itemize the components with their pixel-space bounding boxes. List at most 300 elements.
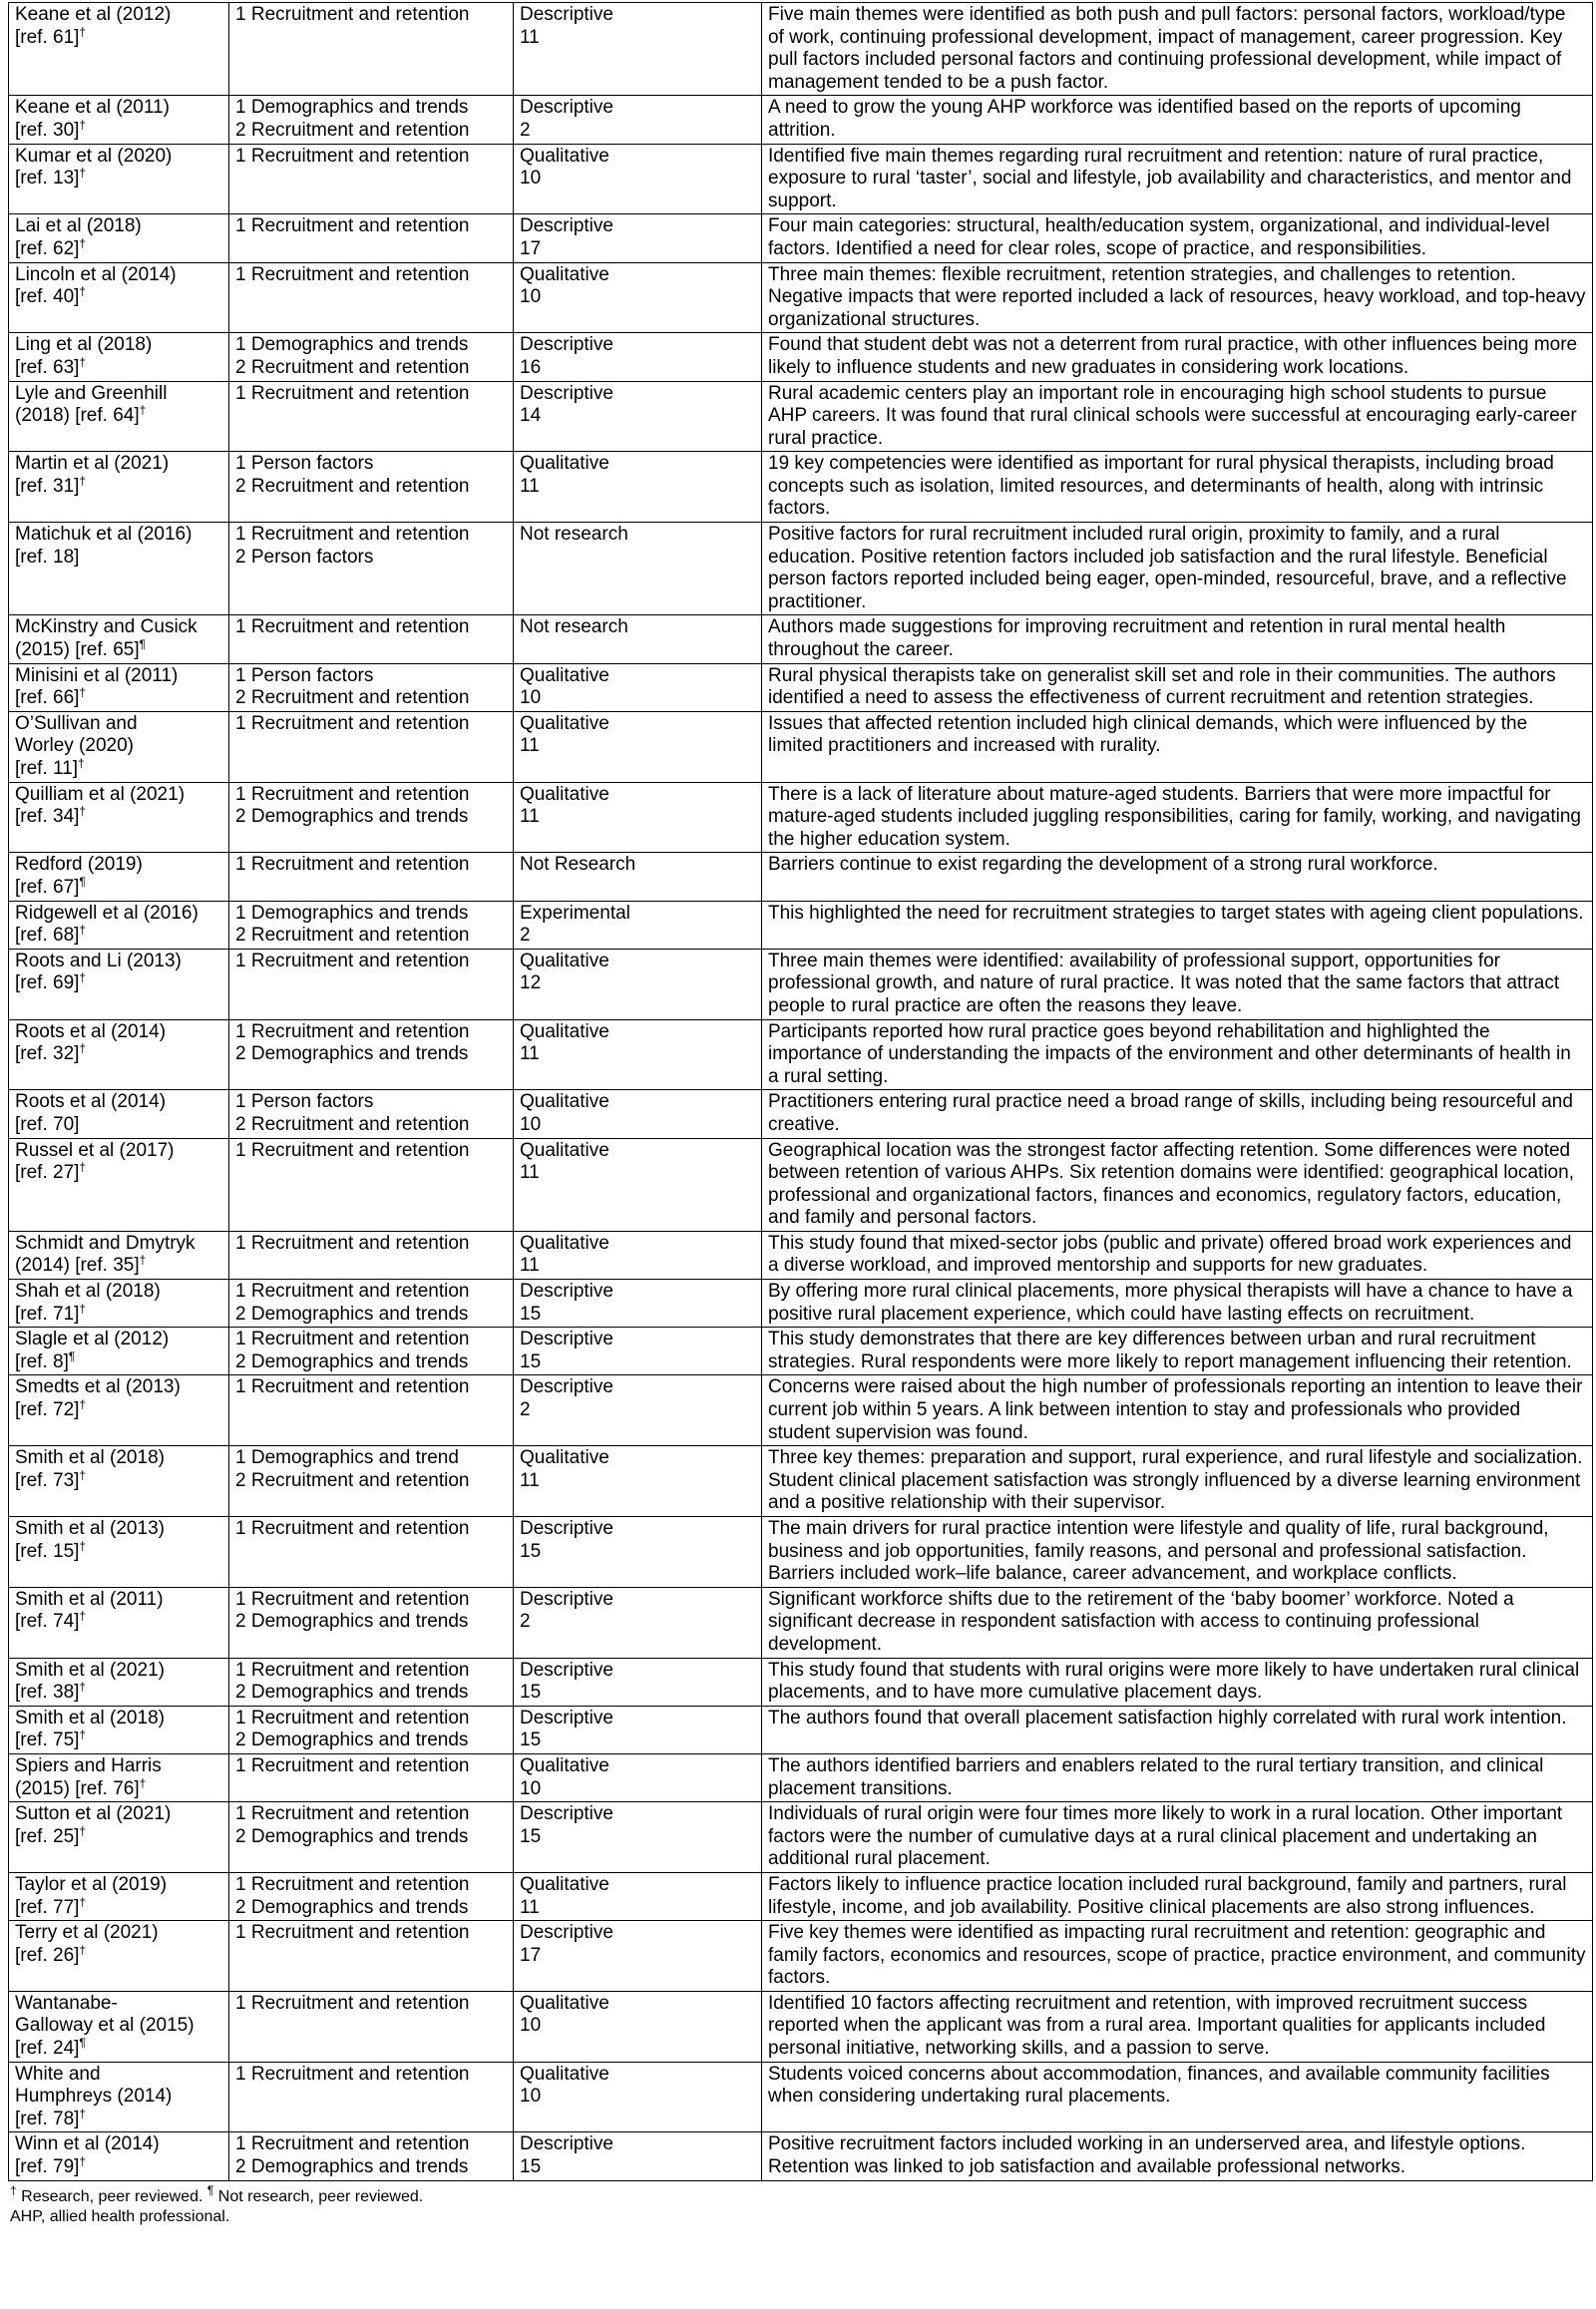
themes-cell <box>229 1328 514 1375</box>
review-status-mark: † <box>79 1538 87 1553</box>
study-citation-line: Keane et al (2011) <box>15 97 170 119</box>
study-citation-line: Worley (2020) <box>15 735 134 757</box>
study-citation-line: Smith et al (2011) <box>15 1588 164 1610</box>
study-citation-line: Roots and Li (2013) <box>15 950 182 971</box>
quality-score: 10 <box>520 286 542 308</box>
quality-score: 14 <box>520 405 542 427</box>
study-citation-line <box>15 1823 222 1849</box>
table-row <box>9 1019 1593 1090</box>
design-cell <box>514 711 762 782</box>
study-citation-line: [ref. 70] <box>15 1113 80 1135</box>
study-citation-line: Keane et al (2012) <box>15 4 172 25</box>
review-status-mark: † <box>79 1609 87 1624</box>
citation-text: [ref. 66] <box>15 687 80 709</box>
study-design: Descriptive <box>520 334 613 356</box>
study-cell <box>9 1280 229 1328</box>
citation-text: [ref. 40] <box>15 286 80 308</box>
findings-cell: This highlighted the need for recruitment strategies to target states with ageing client populations. <box>762 901 1593 949</box>
study-design: Descriptive <box>520 1281 613 1303</box>
design-cell <box>514 1658 762 1706</box>
study-citation-line: Matichuk et al (2016) <box>15 524 193 546</box>
review-status-mark: † <box>79 1728 87 1742</box>
findings-cell: Geographical location was the strongest factor affecting retention. Some differences were noted between retention of various AHPs. Six retention domains were identified: geographical location, professional and organizational factors, finances and economics, regulatory factors, education, and family and personal factors. <box>762 1138 1593 1231</box>
study-citation-line: Smith et al (2021) <box>15 1659 165 1681</box>
study-citation-line <box>15 2038 222 2061</box>
citation-text: [ref. 68] <box>15 925 80 947</box>
findings-cell: Students voiced concerns about accommodation, finances, and available community facilities when considering undertaking rural placements. <box>762 2062 1593 2132</box>
study-design: Qualitative <box>520 1232 609 1254</box>
theme-item: 1 Recruitment and retention <box>235 854 470 876</box>
study-citation-line: Minisini et al (2011) <box>15 664 179 686</box>
quality-score: 2 <box>520 1611 531 1633</box>
quality-score: 10 <box>520 2086 542 2108</box>
themes-cell <box>229 949 514 1019</box>
table-row <box>9 1921 1593 1992</box>
theme-item: 1 Recruitment and retention <box>235 1588 470 1610</box>
themes-cell <box>229 1921 514 1992</box>
study-design: Descriptive <box>520 382 613 404</box>
design-cell <box>514 214 762 262</box>
theme-item: 2 Demographics and trends <box>235 1043 469 1065</box>
study-design: Qualitative <box>520 783 609 805</box>
theme-item: 1 Recruitment and retention <box>235 1376 470 1398</box>
citation-text: [ref. 26] <box>15 1944 80 1966</box>
citation-text: [ref. 25] <box>15 1825 80 1847</box>
study-design: Qualitative <box>520 950 609 971</box>
study-citation-line <box>15 1255 222 1278</box>
study-citation-line: O’Sullivan and <box>15 712 138 734</box>
theme-item: 2 Demographics and trends <box>235 1682 469 1704</box>
review-status-mark: † <box>79 235 87 250</box>
review-status-mark: † <box>79 1823 87 1838</box>
review-status-mark: † <box>79 970 87 985</box>
citation-text: (2015) [ref. 65] <box>15 639 140 661</box>
study-citation-line <box>15 1043 222 1066</box>
citation-text: [ref. 8] <box>15 1350 69 1372</box>
table-row <box>9 2062 1593 2132</box>
quality-score: 15 <box>520 1350 542 1372</box>
theme-item: 1 Recruitment and retention <box>235 1707 470 1729</box>
themes-cell <box>229 214 514 262</box>
study-citation-line: Smith et al (2013) <box>15 1518 165 1539</box>
review-status-mark: † <box>79 2106 87 2120</box>
findings-cell: This study found that students with rural origins were more likely to have undertaken rural clinical placements, and to have more cumulative placement days. <box>762 1658 1593 1706</box>
theme-item: 2 Recruitment and retention <box>235 119 470 141</box>
design-cell <box>514 1231 762 1279</box>
study-design: Qualitative <box>520 1091 609 1113</box>
study-citation-line <box>15 972 222 995</box>
study-citation-line: Martin et al (2021) <box>15 453 170 475</box>
theme-item: 2 Demographics and trends <box>235 806 469 828</box>
table-row <box>9 663 1593 711</box>
table-row <box>9 615 1593 663</box>
findings-cell: Four main categories: structural, health/education system, organizational, and individual-level factors. Identified a need for clear roles, scope of practice, and responsibilities. <box>762 214 1593 262</box>
quality-score: 10 <box>520 1777 542 1799</box>
table-row <box>9 901 1593 949</box>
design-cell <box>514 1090 762 1138</box>
themes-cell <box>229 3 514 96</box>
study-citation-line: Lai et al (2018) <box>15 215 142 237</box>
study-citation-line: Spiers and Harris <box>15 1754 162 1776</box>
study-cell <box>9 1658 229 1706</box>
study-design: Qualitative <box>520 1020 609 1042</box>
review-status-mark: † <box>79 284 87 299</box>
study-cell <box>9 1706 229 1753</box>
study-design: Descriptive <box>520 1803 613 1825</box>
findings-cell: Practitioners entering rural practice need a broad range of skills, including being resourceful and creative. <box>762 1090 1593 1138</box>
theme-item: 1 Recruitment and retention <box>235 616 470 638</box>
study-design: Not research <box>520 524 628 546</box>
study-cell <box>9 523 229 615</box>
design-cell <box>514 1706 762 1753</box>
table-row <box>9 2132 1593 2180</box>
table-row <box>9 1446 1593 1517</box>
quality-score: 15 <box>520 1730 542 1751</box>
study-citation-line <box>15 2156 222 2179</box>
study-citation-line <box>15 639 222 662</box>
study-citation-line: Sutton et al (2021) <box>15 1803 172 1825</box>
findings-cell: A need to grow the young AHP workforce was identified based on the reports of upcoming attrition. <box>762 96 1593 144</box>
findings-cell: Authors made suggestions for improving recruitment and retention in rural mental health throughout the career. <box>762 615 1593 663</box>
design-cell <box>514 1921 762 1992</box>
theme-item: 2 Demographics and trends <box>235 1303 469 1325</box>
study-cell <box>9 1802 229 1873</box>
findings-cell: Barriers continue to exist regarding the development of a strong rural workforce. <box>762 853 1593 901</box>
table-row <box>9 1872 1593 1920</box>
citation-text: [ref. 69] <box>15 972 80 994</box>
review-status-mark: † <box>79 1301 87 1316</box>
findings-cell: Issues that affected retention included high clinical demands, which were influenced by the limited practitioners and increased with rurality. <box>762 711 1593 782</box>
table-row <box>9 1231 1593 1279</box>
themes-cell <box>229 523 514 615</box>
table-row <box>9 381 1593 452</box>
study-citation-line <box>15 874 222 900</box>
citation-text: [ref. 61] <box>15 26 80 48</box>
study-citation-line: Quilliam et al (2021) <box>15 783 186 805</box>
findings-cell: Identified five main themes regarding rural recruitment and retention: nature of rural practice, exposure to rural ‘taster’, social and lifestyle, job availability and characteristics, and mentor and support. <box>762 144 1593 214</box>
quality-score: 2 <box>520 1399 531 1421</box>
theme-item: 1 Recruitment and retention <box>235 1232 470 1254</box>
quality-score: 11 <box>520 1162 540 1184</box>
study-citation-line: Roots et al (2014) <box>15 1020 167 1042</box>
study-citation-line <box>15 1399 222 1422</box>
findings-cell: The authors found that overall placement satisfaction highly correlated with rural work intention. <box>762 1706 1593 1753</box>
quality-score: 16 <box>520 356 542 378</box>
study-citation-line <box>15 806 222 829</box>
theme-item: 2 Recruitment and retention <box>235 925 470 947</box>
quality-score: 11 <box>520 1255 540 1277</box>
review-status-mark: † <box>79 804 87 819</box>
quality-score: 11 <box>520 806 540 828</box>
review-status-mark: † <box>79 923 87 938</box>
study-citation-line: Humphreys (2014) <box>15 2086 173 2108</box>
table-row <box>9 96 1593 144</box>
study-design: Qualitative <box>520 1447 609 1469</box>
theme-item: 2 Recruitment and retention <box>235 475 470 497</box>
table-row <box>9 214 1593 262</box>
theme-item: 1 Person factors <box>235 1091 374 1113</box>
themes-cell <box>229 711 514 782</box>
study-design: Qualitative <box>520 712 609 734</box>
table-row <box>9 144 1593 214</box>
theme-item: 1 Recruitment and retention <box>235 1922 470 1944</box>
review-status-mark: † <box>139 403 147 418</box>
quality-score: 11 <box>520 735 540 757</box>
study-citation-line <box>15 1538 222 1564</box>
review-status-mark: † <box>78 756 85 770</box>
findings-cell: Three main themes: flexible recruitment, retention strategies, and challenges to retention. Negative impacts that were reported included a lack of resources, heavy workload, and top-heavy organizational structures. <box>762 262 1593 333</box>
study-citation-line: Galloway et al (2015) <box>15 2015 195 2037</box>
study-cell <box>9 711 229 782</box>
study-citation-line: Smith et al (2018) <box>15 1707 165 1729</box>
quality-score: 12 <box>520 972 542 994</box>
study-cell <box>9 615 229 663</box>
theme-item: 2 Recruitment and retention <box>235 1113 470 1135</box>
review-status-mark: † <box>79 1397 87 1412</box>
themes-cell <box>229 1138 514 1231</box>
themes-cell <box>229 452 514 523</box>
theme-item: 1 Recruitment and retention <box>235 1992 470 2014</box>
review-status-mark: † <box>79 1467 87 1482</box>
citation-text: [ref. 30] <box>15 119 80 141</box>
study-cell <box>9 3 229 96</box>
quality-score: 10 <box>520 687 542 709</box>
study-citation-line <box>15 925 222 948</box>
study-cell <box>9 901 229 949</box>
themes-cell <box>229 1446 514 1517</box>
design-cell <box>514 1019 762 1090</box>
theme-item: 1 Recruitment and retention <box>235 1329 470 1350</box>
footnote-research-text: Research, peer reviewed. <box>16 2187 207 2205</box>
theme-item: 1 Demographics and trend <box>235 1447 459 1469</box>
quality-score: 10 <box>520 2015 542 2037</box>
study-citation-line <box>15 473 222 499</box>
findings-cell: Factors likely to influence practice location included rural background, family and partners, rural lifestyle, income, and job availability. Positive clinical placements are also strong influences. <box>762 1872 1593 1920</box>
themes-cell <box>229 262 514 333</box>
review-status-mark: † <box>79 354 87 369</box>
design-cell <box>514 901 762 949</box>
table-row <box>9 3 1593 96</box>
study-design: Qualitative <box>520 1139 609 1161</box>
theme-item: 1 Recruitment and retention <box>235 1873 470 1895</box>
findings-cell: 19 key competencies were identified as important for rural physical therapists, including broad concepts such as isolation, limited resources, and determinants of health, along with intrinsic factors. <box>762 452 1593 523</box>
theme-item: 1 Demographics and trends <box>235 97 469 119</box>
themes-cell <box>229 1280 514 1328</box>
study-design: Qualitative <box>520 1992 609 2014</box>
study-design: Descriptive <box>520 4 613 25</box>
quality-score: 10 <box>520 168 542 190</box>
quality-score: 2 <box>520 925 531 947</box>
design-cell <box>514 615 762 663</box>
findings-cell: The main drivers for rural practice intention were lifestyle and quality of life, rural background, business and job opportunities, family reasons, and personal and professional satisfaction. Barriers included work–life balance, career advancement, and workplace conflicts. <box>762 1517 1593 1588</box>
themes-cell <box>229 663 514 711</box>
design-cell <box>514 1446 762 1517</box>
table-row <box>9 711 1593 782</box>
study-citation-line <box>15 758 222 781</box>
design-cell <box>514 782 762 853</box>
findings-cell: This study found that mixed-sector jobs (public and private) offered broad work experiences and a diverse workload, and improved mentorship and supports for new graduates. <box>762 1231 1593 1279</box>
table-body <box>9 3 1593 2181</box>
theme-item: 1 Recruitment and retention <box>235 2133 470 2155</box>
table-row <box>9 782 1593 853</box>
themes-cell <box>229 782 514 853</box>
citation-text: [ref. 67] <box>15 876 80 898</box>
study-cell <box>9 949 229 1019</box>
citation-text: [ref. 27] <box>15 1162 80 1184</box>
themes-cell <box>229 1375 514 1446</box>
study-design: Experimental <box>520 902 630 924</box>
themes-cell <box>229 853 514 901</box>
themes-cell <box>229 615 514 663</box>
study-citation-line: [ref. 18] <box>15 546 80 568</box>
study-cell <box>9 1872 229 1920</box>
study-design: Qualitative <box>520 453 609 475</box>
findings-cell: Three key themes: preparation and support, rural experience, and rural lifestyle and socialization. Student clinical placement satisfaction was strongly influenced by a diverse learning environment and a positive relationship with their supervisor. <box>762 1446 1593 1517</box>
citation-text: [ref. 71] <box>15 1303 80 1325</box>
citation-text: [ref. 34] <box>15 806 80 828</box>
quality-score: 15 <box>520 1303 542 1325</box>
study-design: Descriptive <box>520 1922 613 1944</box>
theme-item: 1 Recruitment and retention <box>235 1281 470 1303</box>
table-row <box>9 1375 1593 1446</box>
review-status-mark: † <box>79 1942 87 1957</box>
theme-item: 2 Recruitment and retention <box>235 1469 470 1491</box>
study-cell <box>9 1375 229 1446</box>
findings-cell: Five key themes were identified as impacting rural recruitment and retention: geographic and family factors, economics and resources, scope of practice, practice environment, and community factors. <box>762 1921 1593 1992</box>
design-cell <box>514 333 762 381</box>
design-cell <box>514 663 762 711</box>
review-status-mark: † <box>79 166 87 181</box>
study-citation-line: Russel et al (2017) <box>15 1139 175 1161</box>
study-citation-line: Redford (2019) <box>15 854 143 876</box>
study-citation-line <box>15 235 222 261</box>
findings-cell: Found that student debt was not a deterrent from rural practice, with other influences being more likely to influence students and new graduates in considering work locations. <box>762 333 1593 381</box>
literature-table <box>8 2 1593 2181</box>
quality-score: 11 <box>520 475 540 497</box>
citation-text: [ref. 78] <box>15 2108 80 2129</box>
study-cell <box>9 1328 229 1375</box>
theme-item: 1 Recruitment and retention <box>235 1020 470 1042</box>
design-cell <box>514 1802 762 1873</box>
table-row <box>9 1587 1593 1658</box>
findings-cell: The authors identified barriers and enablers related to the rural tertiary transition, and clinical placement transitions. <box>762 1753 1593 1801</box>
table-row <box>9 1090 1593 1138</box>
document-page <box>8 2 1588 2227</box>
table-row <box>9 1658 1593 1706</box>
design-cell <box>514 523 762 615</box>
review-status-mark: † <box>139 1253 147 1268</box>
study-design: Qualitative <box>520 1754 609 1776</box>
citation-text: [ref. 74] <box>15 1611 80 1633</box>
quality-score: 15 <box>520 1825 542 1847</box>
themes-cell <box>229 1872 514 1920</box>
review-status-mark: ¶ <box>139 637 147 652</box>
review-status-mark: † <box>79 1680 87 1695</box>
citation-text: [ref. 72] <box>15 1399 80 1421</box>
findings-cell: There is a lack of literature about mature-aged students. Barriers that were more impactful for mature-aged students included juggling responsibilities, caring for family, working, and navigating the higher education system. <box>762 782 1593 853</box>
theme-item: 1 Demographics and trends <box>235 334 469 356</box>
design-cell <box>514 381 762 452</box>
study-design: Descriptive <box>520 1376 613 1398</box>
study-citation-line <box>15 1894 222 1920</box>
themes-cell <box>229 1090 514 1138</box>
review-status-mark: † <box>79 1041 87 1056</box>
study-citation-line <box>15 286 222 309</box>
study-citation-line: Terry et al (2021) <box>15 1922 159 1944</box>
footnote-not-research-text: Not research, peer reviewed. <box>213 2187 424 2205</box>
citation-text: [ref. 73] <box>15 1469 80 1491</box>
theme-item: 1 Recruitment and retention <box>235 382 470 404</box>
findings-cell: Rural academic centers play an important role in encouraging high school students to pursue AHP careers. It was found that rural clinical schools were successful at encouraging early-career rural practice. <box>762 381 1593 452</box>
study-citation-line: Ling et al (2018) <box>15 334 153 356</box>
themes-cell <box>229 381 514 452</box>
study-citation-line <box>15 1467 222 1493</box>
review-status-mark: ¶ <box>79 2036 86 2051</box>
design-cell <box>514 262 762 333</box>
study-citation-line: Winn et al (2014) <box>15 2133 160 2155</box>
theme-item: 2 Demographics and trends <box>235 1730 469 1751</box>
study-citation-line <box>15 405 222 428</box>
themes-cell <box>229 96 514 144</box>
study-design: Not research <box>520 616 628 638</box>
study-citation-line <box>15 1611 222 1634</box>
table-footnotes <box>8 2182 1588 2227</box>
review-status-mark: ¶ <box>79 874 86 889</box>
themes-cell <box>229 1706 514 1753</box>
study-cell <box>9 1753 229 1801</box>
quality-score: 11 <box>520 26 540 48</box>
study-cell <box>9 2132 229 2180</box>
study-citation-line <box>15 1301 222 1327</box>
review-status-mark: † <box>139 1775 147 1790</box>
study-cell <box>9 1587 229 1658</box>
study-citation-line <box>15 687 222 710</box>
quality-score: 11 <box>520 1469 540 1491</box>
findings-cell: Identified 10 factors affecting recruitment and retention, with improved recruitment success reported when the applicant was from a rural area. Important qualities for applicants included personal initiative, networking skills, and a passion to serve. <box>762 1991 1593 2062</box>
themes-cell <box>229 2132 514 2180</box>
theme-item: 2 Demographics and trends <box>235 1896 469 1918</box>
quality-score: 10 <box>520 1113 542 1135</box>
table-row <box>9 523 1593 615</box>
study-design: Qualitative <box>520 145 609 167</box>
table-row <box>9 1280 1593 1328</box>
design-cell <box>514 96 762 144</box>
design-cell <box>514 2062 762 2132</box>
study-cell <box>9 663 229 711</box>
table-row <box>9 853 1593 901</box>
table-row <box>9 262 1593 333</box>
review-status-mark: † <box>79 1160 87 1175</box>
themes-cell <box>229 333 514 381</box>
design-cell <box>514 1328 762 1375</box>
findings-cell: This study demonstrates that there are key differences between urban and rural recruitment strategies. Rural respondents were more likely to report management influencing their retention. <box>762 1328 1593 1375</box>
footnote-line-research <box>10 2182 1588 2207</box>
study-citation-line: Lyle and Greenhill <box>15 382 168 404</box>
theme-item: 1 Recruitment and retention <box>235 4 470 25</box>
table-row <box>9 949 1593 1019</box>
study-design: Descriptive <box>520 2133 613 2155</box>
theme-item: 1 Recruitment and retention <box>235 263 470 285</box>
study-cell <box>9 1231 229 1279</box>
study-citation-line: Roots et al (2014) <box>15 1091 167 1113</box>
findings-cell: Rural physical therapists take on generalist skill set and role in their communities. The authors identified a need to assess the effectiveness of current recruitment and retention strategies. <box>762 663 1593 711</box>
design-cell <box>514 1517 762 1588</box>
review-status-mark: † <box>79 24 87 39</box>
theme-item: 1 Recruitment and retention <box>235 783 470 805</box>
table-row <box>9 1517 1593 1588</box>
design-cell <box>514 3 762 96</box>
study-citation-line <box>15 117 222 143</box>
